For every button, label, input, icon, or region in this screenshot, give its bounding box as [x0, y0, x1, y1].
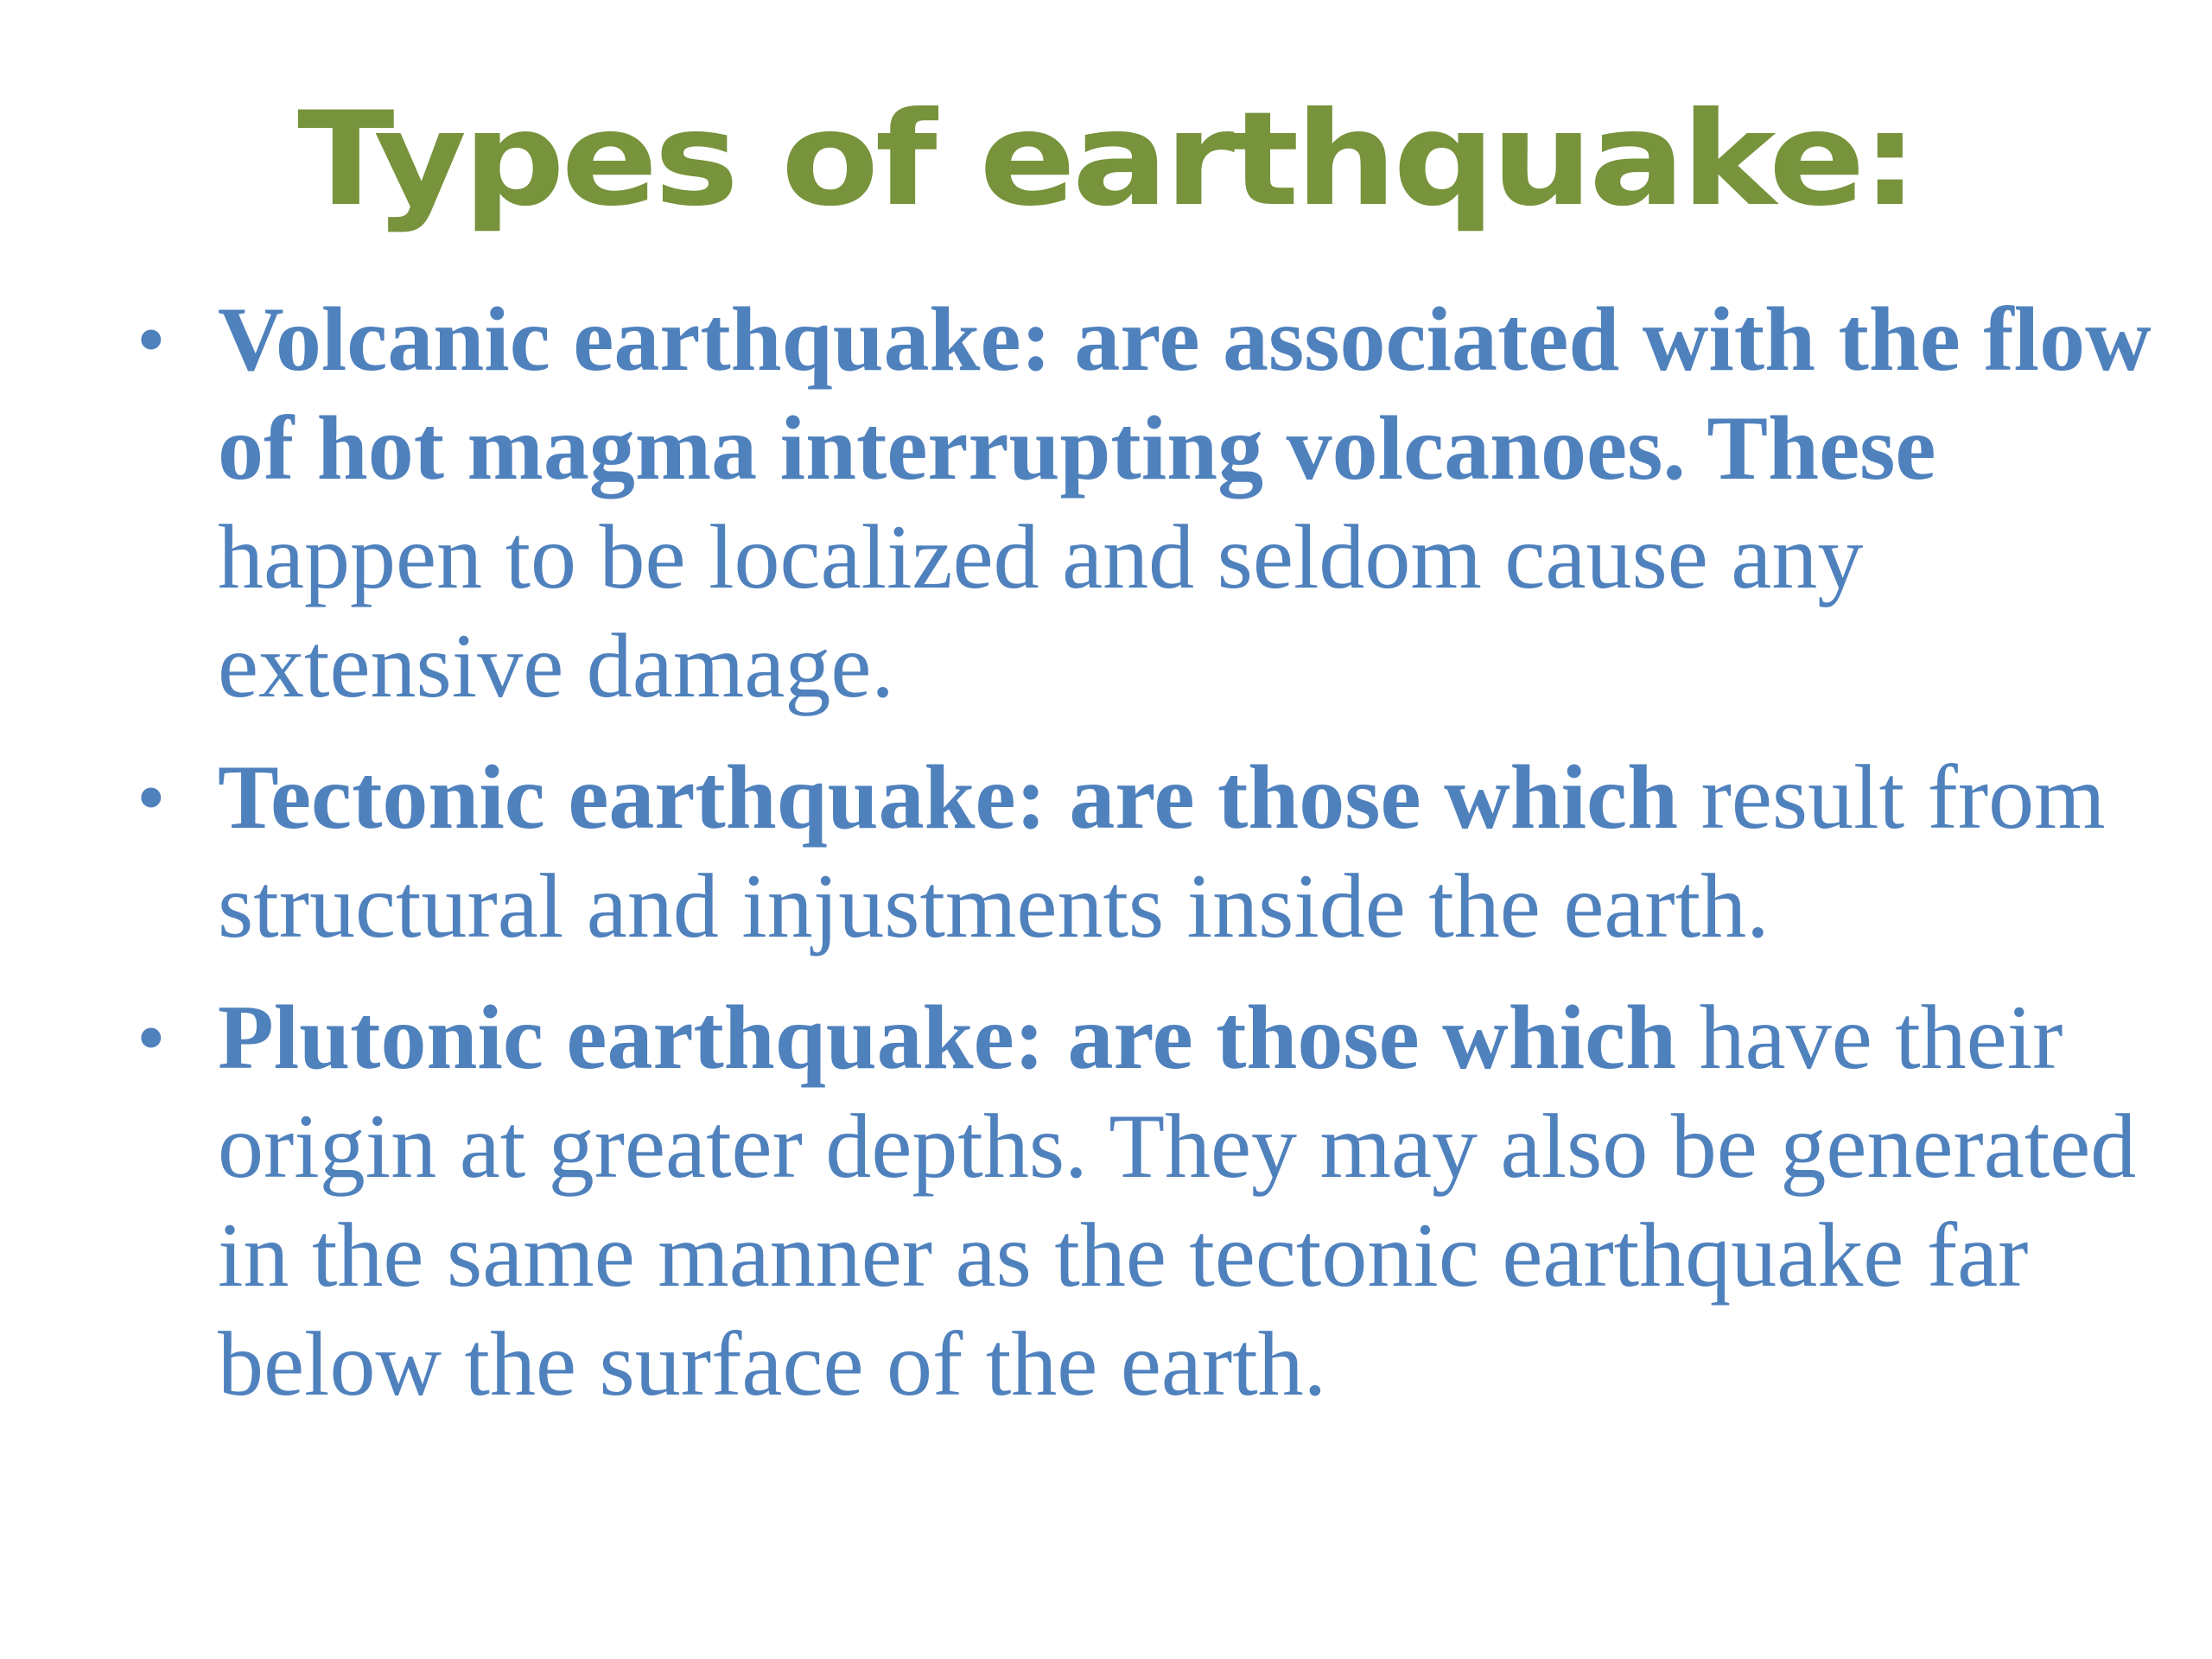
bullet-emphasis-text: Tectonic earthquake: are those which [218, 747, 1679, 848]
bullet-item-tectonic [0, 743, 2212, 961]
bullet-body-text: happen to be localized and seldom cause any extensive damage. [218, 506, 1864, 716]
slide-title: Types of earthquake: [297, 85, 1915, 235]
bullet-emphasis-text: Volcanic earthquake: are associated with the flow of hot magma interrupting volcanoes. These [218, 289, 2152, 499]
bullet-emphasis-text: Plutonic earthquake: are those which [218, 987, 1677, 1088]
bullet-body-text: have their origin at greater depths. They may also be generated in the same manner as the tectonic earthquake far below the surface of the earth. [218, 987, 2137, 1414]
bullet-dot-icon: • [137, 751, 166, 843]
bullet-item-volcanic [0, 285, 2212, 721]
bullet-item-plutonic [0, 983, 2212, 1419]
bullet-body-text: result from structural and injustments inside the earth. [218, 747, 2106, 957]
bullet-dot-icon: • [137, 293, 166, 385]
bullet-list [0, 285, 2212, 1441]
bullet-dot-icon: • [137, 991, 166, 1084]
